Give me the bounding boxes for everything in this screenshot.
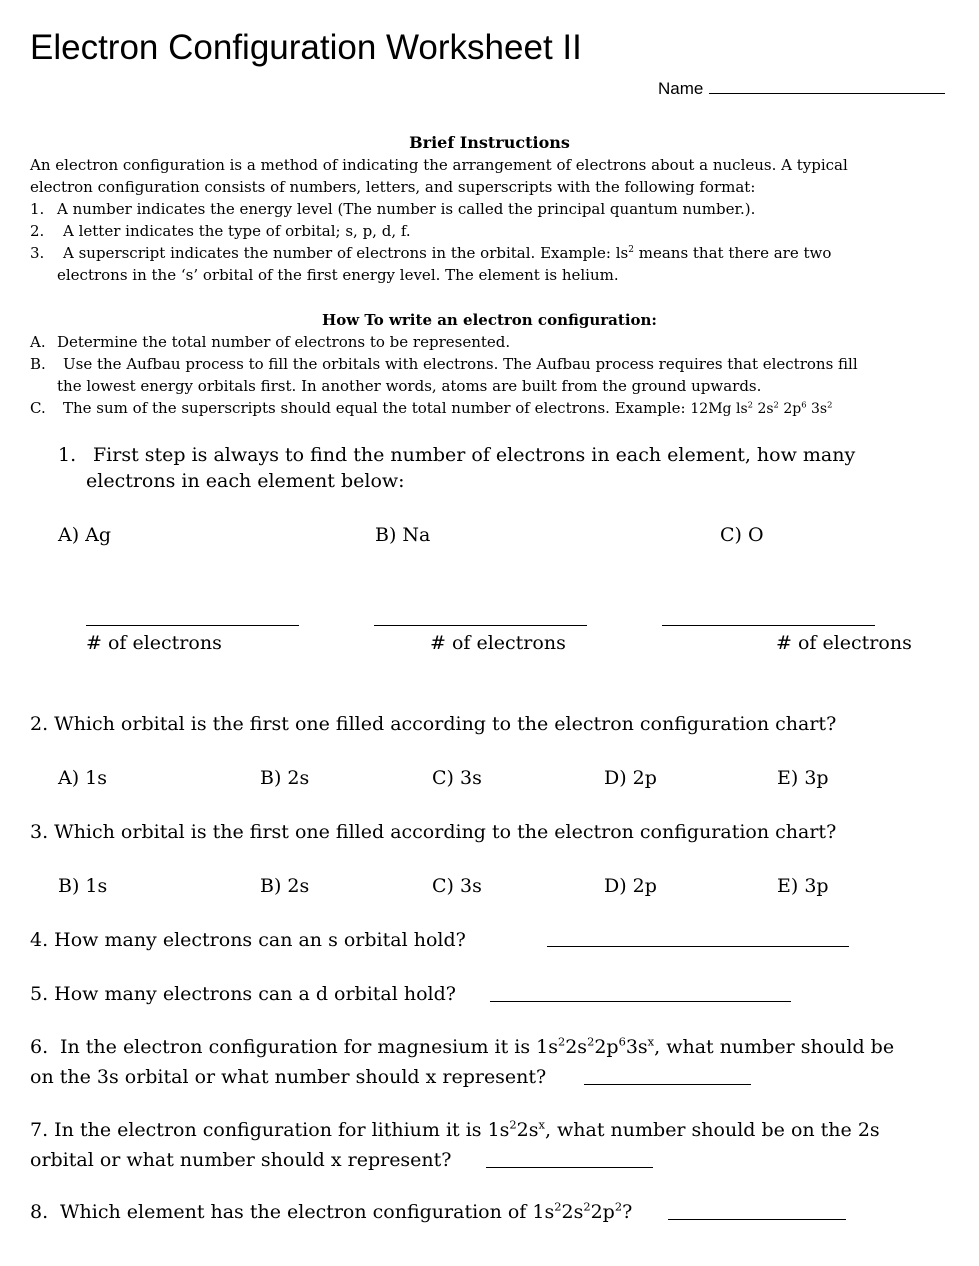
- q8-number: 8.: [30, 1201, 49, 1223]
- q1-answer-blank-c[interactable]: [662, 625, 875, 626]
- q3-option-d[interactable]: D) 2p: [604, 875, 657, 897]
- brief-item2: A letter indicates the type of orbital; s, p, d, f.: [63, 222, 411, 240]
- q2-option-e[interactable]: E) 3p: [777, 767, 829, 789]
- q1-line1: First step is always to find the number of electrons in each element, how many: [93, 444, 856, 466]
- q1-number: 1.: [58, 444, 77, 466]
- howto-c: The sum of the superscripts should equal the total number of electrons. Example: 12Mg $ls^2$ $2s^2$ $2p^6$ $3s^2$: [63, 399, 833, 417]
- q1-choice-a: A) Ag: [58, 524, 112, 546]
- brief-intro-line2: electron configuration consists of numbers, letters, and superscripts with the following format:: [30, 178, 756, 196]
- q2-option-b[interactable]: B) 2s: [260, 767, 310, 789]
- q5-answer-blank[interactable]: [490, 1001, 791, 1002]
- brief-item1-number: 1.: [30, 200, 45, 218]
- brief-intro-line1: An electron configuration is a method of indicating the arrangement of electrons about a nucleus. A typical: [30, 156, 848, 174]
- q1-answer-blank-a[interactable]: [86, 625, 299, 626]
- q7-line2: orbital or what number should x represent?: [30, 1149, 452, 1171]
- howto-a: Determine the total number of electrons to be represented.: [57, 333, 511, 351]
- q5-text: 5. How many electrons can a d orbital hold?: [30, 983, 456, 1005]
- howto-c-example: 12Mg $ls^2$ $2s^2$ $2p^6$ $3s^2$: [690, 399, 833, 417]
- howto-b-label: B.: [30, 355, 46, 373]
- q1-choice-c: C) O: [720, 524, 764, 546]
- q8-text: Which element has the electron configuration of $1s^22s^22p^2$?: [60, 1199, 633, 1223]
- howto-b-continued: the lowest energy orbitals first. In another words, atoms are built from the ground upwards.: [57, 377, 762, 395]
- q1-electrons-label-a: # of electrons: [86, 632, 222, 654]
- brief-item3-number: 3.: [30, 244, 45, 262]
- q3-option-a[interactable]: B) 1s: [58, 875, 108, 897]
- q4-text: 4. How many electrons can an s orbital hold?: [30, 929, 466, 951]
- name-label: Name: [658, 79, 704, 98]
- q7-answer-blank[interactable]: [486, 1167, 653, 1168]
- q3-option-e[interactable]: E) 3p: [777, 875, 829, 897]
- howto-a-label: A.: [30, 333, 46, 351]
- q6-line2: on the 3s orbital or what number should x represent?: [30, 1066, 547, 1088]
- howto-c-label: C.: [30, 399, 46, 417]
- q7-text: 7. In the electron configuration for lithium it is $1s^22s^x$, what number should be on the 2s: [30, 1117, 880, 1141]
- name-blank[interactable]: [709, 79, 945, 94]
- q2-option-a[interactable]: A) 1s: [58, 767, 108, 789]
- q2-text: 2. Which orbital is the first one filled according to the electron configuration chart?: [30, 713, 837, 735]
- name-field[interactable]: [658, 79, 945, 99]
- brief-item1: A number indicates the energy level (The number is called the principal quantum number.).: [57, 200, 756, 218]
- brief-instructions-heading: Brief Instructions: [409, 133, 570, 152]
- q2-option-d[interactable]: D) 2p: [604, 767, 657, 789]
- q6-number: 6.: [30, 1036, 49, 1058]
- q1-answer-blank-b[interactable]: [374, 625, 587, 626]
- q1-line2: electrons in each element below:: [86, 470, 405, 492]
- howto-heading: How To write an electron configuration:: [322, 311, 657, 329]
- q2-option-c[interactable]: C) 3s: [432, 767, 482, 789]
- q8-answer-blank[interactable]: [668, 1219, 846, 1220]
- brief-item3-continued: electrons in the ‘s’ orbital of the first energy level. The element is helium.: [57, 266, 619, 284]
- q3-option-b[interactable]: B) 2s: [260, 875, 310, 897]
- q1-electrons-label-c: # of electrons: [776, 632, 912, 654]
- q3-option-c[interactable]: C) 3s: [432, 875, 482, 897]
- q4-answer-blank[interactable]: [547, 946, 849, 947]
- page-title: Electron Configuration Worksheet II: [30, 28, 582, 67]
- q1-electrons-label-b: # of electrons: [430, 632, 566, 654]
- q3-text: 3. Which orbital is the first one filled according to the electron configuration chart?: [30, 821, 837, 843]
- howto-b: Use the Aufbau process to fill the orbitals with electrons. The Aufbau process requires that electrons fill: [63, 355, 858, 373]
- brief-item3: A superscript indicates the number of electrons in the orbital. Example: $ls^2$ means that there are two: [63, 244, 832, 262]
- brief-item2-number: 2.: [30, 222, 45, 240]
- q1-choice-b: B) Na: [375, 524, 431, 546]
- q6-text: In the electron configuration for magnesium it is $1s^22s^22p^63s^x$, what number should be: [60, 1034, 895, 1058]
- q6-answer-blank[interactable]: [584, 1084, 751, 1085]
